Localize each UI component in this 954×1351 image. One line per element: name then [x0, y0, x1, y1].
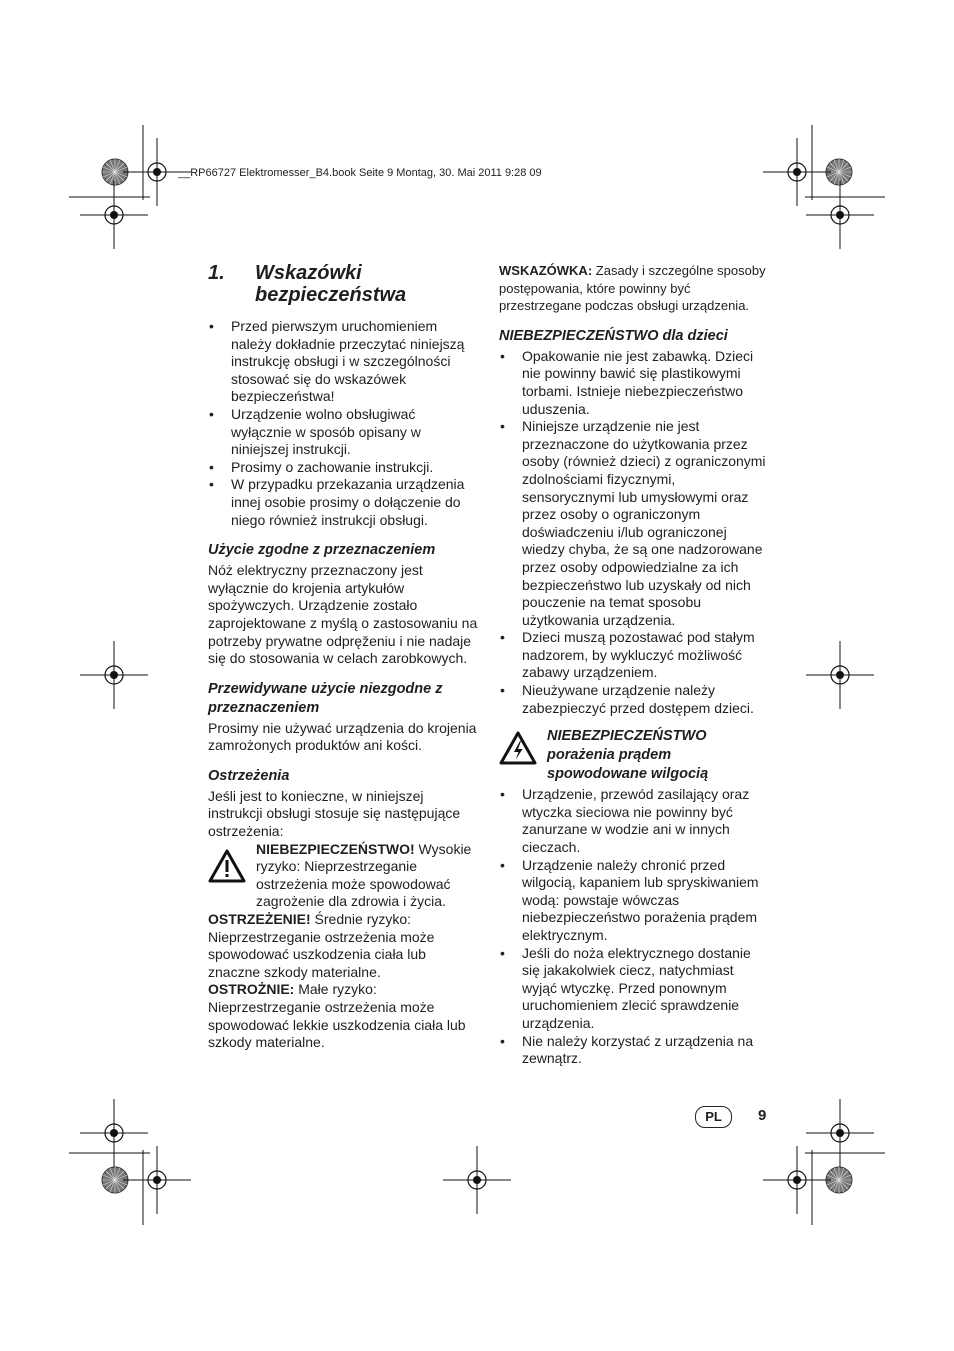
electric-bullets: [499, 786, 769, 1068]
note-label: WSKAZÓWKA:: [499, 263, 593, 278]
warnings-heading: Ostrzeżenia: [208, 767, 290, 784]
children-danger-heading: NIEBEZPIECZEŃSTWO dla dzieci: [499, 327, 728, 344]
list-item: • Urządzenie należy chronić przed wilgocią, kapaniem lub spryskiwaniem wodą: powstaje wówczas niebezpieczeństwo porażenia prądem elektrycznym.: [500, 856, 759, 943]
misuse-text: Prosimy nie używać urządzenia do krojenia zamrożonych produktów ani kości.: [208, 719, 477, 754]
electric-danger-heading: NIEBEZPIECZEŃSTWO porażenia prądem spowodowane wilgocią: [547, 728, 709, 783]
caution-text: Małe ryzyko: Nieprzestrzeganie ostrzeżenia może spowodować lekkie uszkodzenia ciała lub szkody materialne.: [208, 981, 466, 1051]
section-title-text: Wskazówki bezpieczeństwa: [255, 262, 407, 306]
intended-use-heading: Użycie zgodne z przeznaczeniem: [208, 542, 436, 559]
list-item: • Opakowanie nie jest zabawką. Dzieci nie powinny bawić się plastikowymi torbami. Istnieje niebezpieczeństwo uduszenia.: [500, 347, 754, 417]
right-column: [499, 262, 769, 1068]
list-item: • Urządzenie, przewód zasilający oraz wtyczka sieciowa nie powinny być zanurzane w wodzie ani w innych cieczach.: [500, 786, 750, 856]
list-item: • Prosimy o zachowanie instrukcji.: [209, 458, 434, 475]
list-item: • Niniejsze urządzenie nie jest przeznaczone do użytkowania przez osoby (również dzieci) z ograniczonymi zdolnościami fizycznymi, sensorycznymi lub umysłowymi oraz przez osoby o ograniczonym doświadczeniu i/lub ograniczonej wiedzy chyba, że są one nadzorowane przez osoby odpowiedzialne za ich bezpieczeństwo lub uzyskały od nich pouczenie na temat sposobu użytkowania urządzenia.: [500, 418, 766, 628]
language-badge: PL: [695, 1106, 732, 1128]
list-item: • Jeśli do noża elektrycznego dostanie się jakakolwiek ciecz, natychmiast wyjąć wtyczkę. Przed ponownym uruchomieniem zlecić sprawdzenie urządzenia.: [500, 944, 751, 1031]
intro-bullets: [208, 318, 478, 529]
warning-notice: [208, 911, 478, 981]
note: [499, 262, 769, 315]
warning-triangle-icon: [208, 849, 246, 883]
list-item: • Dzieci muszą pozostawać pod stałym nadzorem, by wykluczyć możliwość zabawy urządzeniem.: [500, 629, 755, 681]
note-text: Zasady i szczególne sposoby postępowania, które powinny być przestrzegane podczas obsługi urządzenia.: [499, 263, 766, 314]
danger-notice: [208, 841, 478, 911]
caution-notice: [208, 981, 478, 1051]
warning-label: OSTRZEŻENIE!: [208, 911, 311, 928]
left-column: [208, 262, 478, 1052]
electric-danger-header: [499, 727, 769, 784]
list-item: • Przed pierwszym uruchomieniem należy dokładnie przeczytać niniejszą instrukcję obsługi i w szczególności stosować się do wskazówek bezpieczeństwa!: [209, 318, 465, 405]
warning-text: Średnie ryzyko: Nieprzestrzeganie ostrzeżenia może spowodować uszkodzenia ciała lub znaczne szkody materialne.: [208, 911, 435, 980]
danger-text: Wysokie ryzyko: Nieprzestrzeganie ostrzeżenia może spowodować zagrożenie dla zdrowia i życia.: [256, 840, 472, 910]
page-number: 9: [758, 1107, 767, 1124]
list-item: • Urządzenie wolno obsługiwać wyłącznie w sposób opisany w niniejszej instrukcji.: [209, 405, 421, 458]
section-title: [208, 262, 478, 306]
misuse-heading: Przewidywane użycie niezgodne z przeznaczeniem: [208, 680, 443, 716]
caution-label: OSTROŻNIE:: [208, 981, 295, 998]
file-header: __RP66727 Elektromesser_B4.book Seite 9 Montag, 30. Mai 2011 9:28 09: [178, 167, 542, 179]
intended-use-text: Nóż elektryczny przeznaczony jest wyłącznie do krojenia artykułów spożywczych. Urządzenie zostało zaprojektowane z myślą o zastosowaniu na potrzeby prywatne odpręženiu i nie nadaje się do stosowania w celach zarobkowych.: [208, 562, 478, 667]
electric-shock-icon: [499, 731, 537, 765]
danger-label: NIEBEZPIECZEŃSTWO!: [256, 840, 415, 857]
children-bullets: [499, 348, 769, 717]
list-item: • W przypadku przekazania urządzenia innej osobie prosimy o dołączenie do niego również instrukcji obsługi.: [209, 476, 465, 528]
list-item: • Nie należy korzystać z urządzenia na zewnątrz.: [500, 1032, 754, 1067]
warnings-intro: Jeśli jest to konieczne, w niniejszej instrukcji obsługi stosuje się następujące ostrzeżenia:: [208, 787, 461, 840]
list-item: • Nieużywane urządzenie należy zabezpieczyć przed dostępem dzieci.: [500, 682, 754, 716]
section-number: 1.: [208, 262, 225, 284]
